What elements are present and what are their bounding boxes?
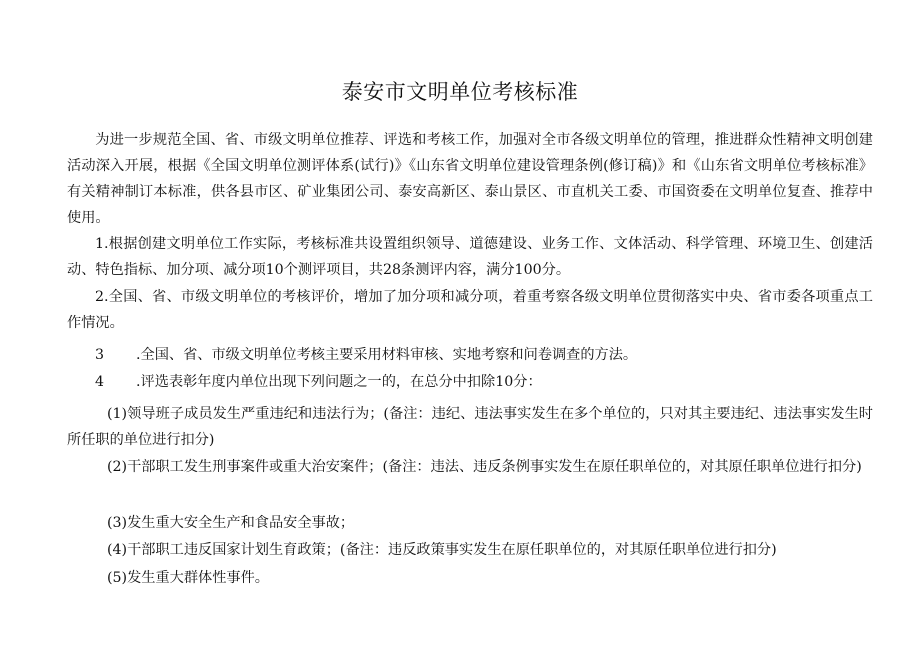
- item-1: [67, 231, 873, 283]
- sub-item-5: [67, 565, 873, 591]
- intro-text: 为进一步规范全国、省、市级文明单位推荐、评选和考核工作，加强对全市各级文明单位的管理，推进群众性精神文明创建活动深入开展，根据《全国文明单位测评体系(试行)》《山东省文明单位建设管理条例(修订稿)》和《山东省文明单位考核标准》有关精神制订本标准，供各县市区、矿业集团公司、泰安高新区、泰山景区、市直机关工委、市国资委在文明单位复查、推荐中使用。: [67, 132, 873, 226]
- item-number: 4: [95, 374, 105, 390]
- sub-item-text: (4)干部职工违反国家计划生育政策；(备注：违反政策事实发生在原任职单位的，对其原任职单位进行扣分): [107, 542, 777, 558]
- item-text: .全国、省、市级文明单位考核主要采用材料审核、实地考察和问卷调查的方法。: [136, 347, 638, 363]
- sub-item-4: [67, 537, 873, 563]
- item-text: .评选表彰年度内单位出现下列问题之一的，在总分中扣除10分：: [136, 374, 542, 390]
- item-3: [67, 342, 873, 368]
- sub-item-text: (1)领导班子成员发生严重违纪和违法行为；(备注：违纪、违法事实发生在多个单位的，只对其主要违纪、违法事实发生时所任职的单位进行扣分): [67, 406, 873, 448]
- item-2: [67, 284, 873, 336]
- sub-item-text: (3)发生重大安全生产和食品安全事故；: [107, 515, 355, 531]
- item-text: .根据创建文明单位工作实际，考核标准共设置组织领导、道德建设、业务工作、文体活动、科学管理、环境卫生、创建活动、特色指标、加分项、减分项10个测评项目，共28条测评内容，满分100分。: [67, 236, 873, 278]
- item-number: 3: [95, 347, 105, 363]
- item-text: .全国、省、市级文明单位的考核评价，增加了加分项和减分项，着重考察各级文明单位贯彻落实中央、省市委各项重点工作情况。: [67, 289, 873, 331]
- item-4: [67, 369, 873, 395]
- item-number: 1: [95, 236, 105, 252]
- intro-paragraph: [67, 127, 873, 231]
- item-number: 2: [95, 289, 105, 305]
- sub-item-text: (2)干部职工发生刑事案件或重大治安案件；(备注：违法、违反条例事实发生在原任职单位的，对其原任职单位进行扣分): [107, 459, 862, 475]
- sub-item-2: [67, 454, 873, 480]
- sub-item-3: [67, 510, 873, 536]
- page-title: 泰安市文明单位考核标准: [341, 80, 579, 104]
- sub-item-1: [67, 401, 873, 453]
- sub-item-text: (5)发生重大群体性事件。: [107, 570, 269, 586]
